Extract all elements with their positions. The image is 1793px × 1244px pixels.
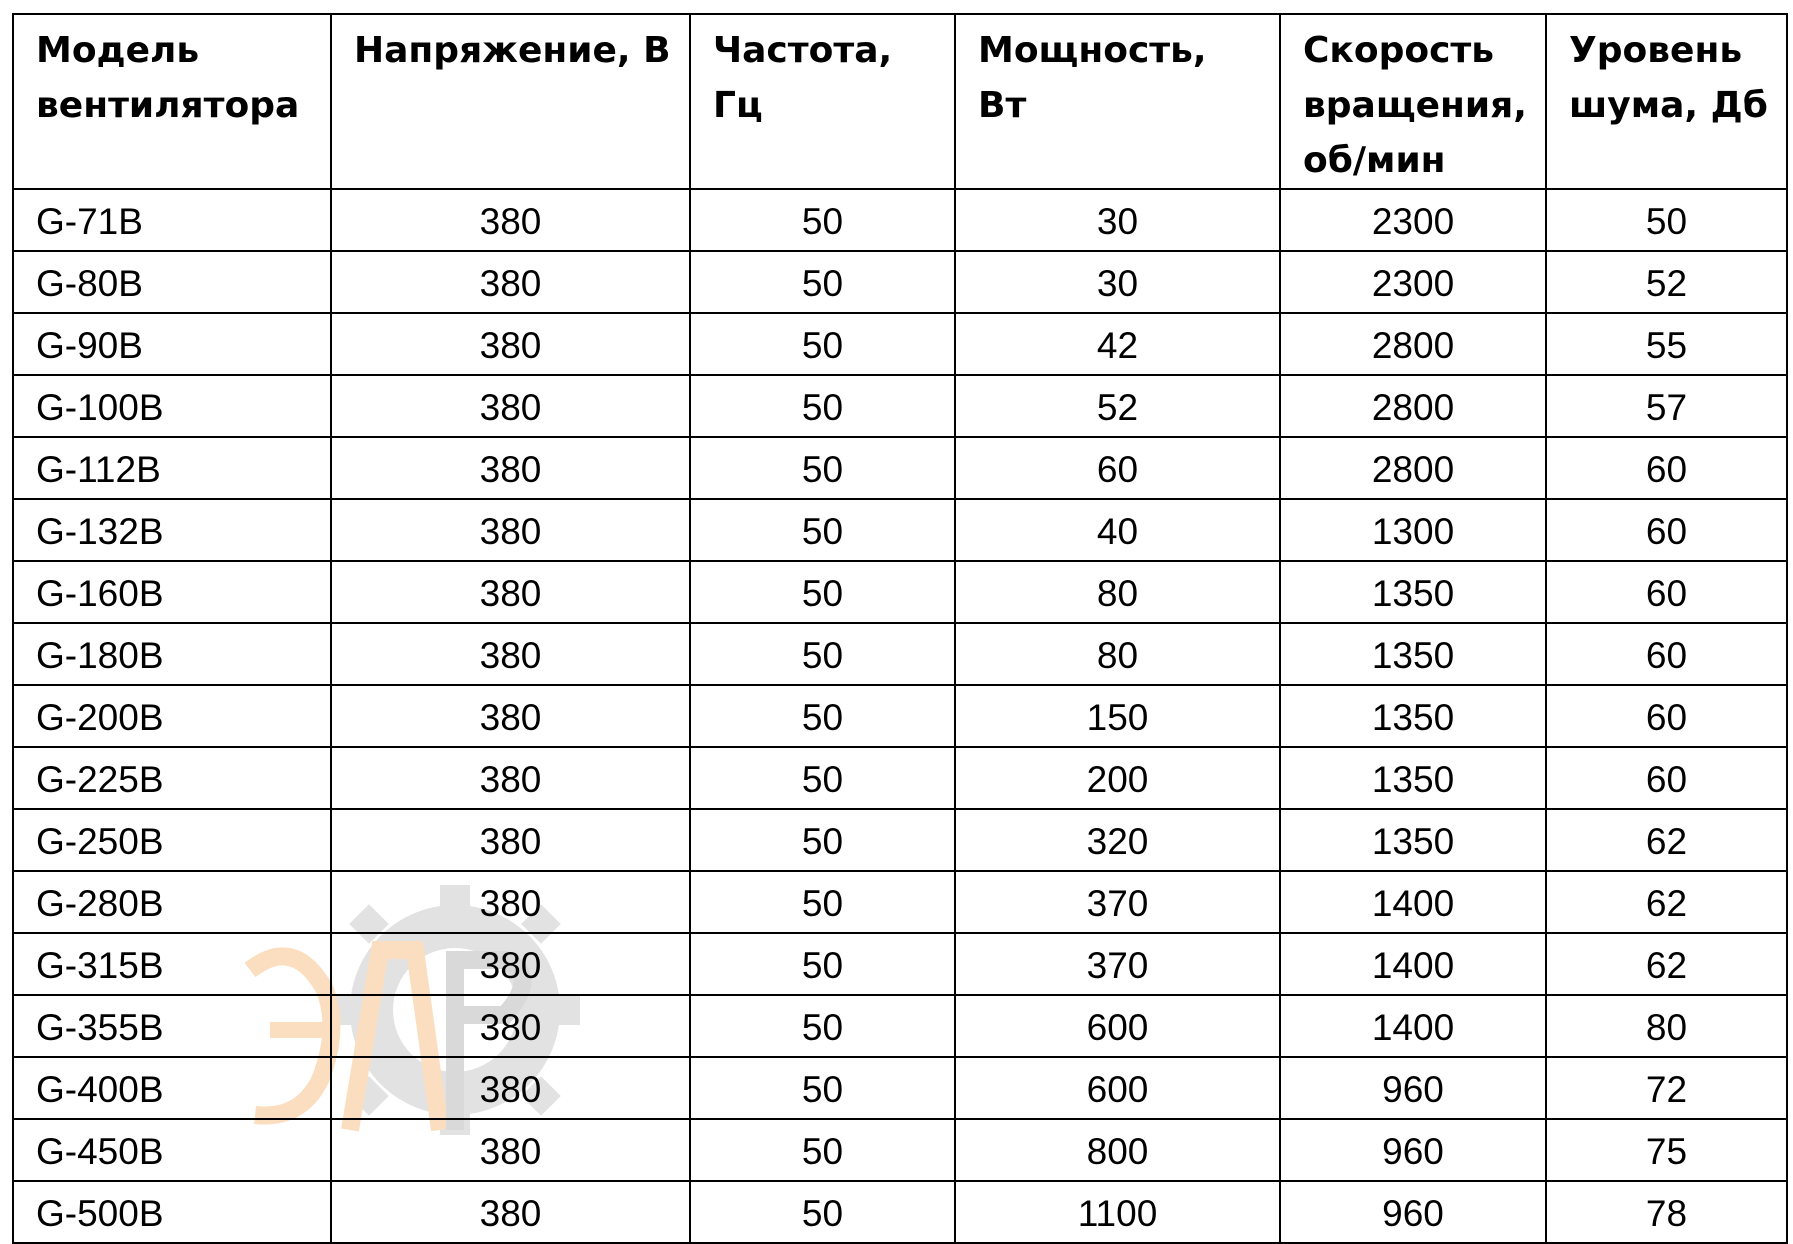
cell-power: 80 — [955, 561, 1280, 623]
cell-voltage: 380 — [331, 375, 690, 437]
cell-noise-level: 60 — [1546, 685, 1787, 747]
cell-noise-level: 60 — [1546, 499, 1787, 561]
cell-rotation-speed: 1350 — [1280, 623, 1546, 685]
cell-noise-level: 62 — [1546, 871, 1787, 933]
cell-rotation-speed: 1400 — [1280, 871, 1546, 933]
cell-voltage: 380 — [331, 251, 690, 313]
cell-voltage: 380 — [331, 685, 690, 747]
cell-rotation-speed: 960 — [1280, 1181, 1546, 1243]
table-row — [13, 995, 1787, 1057]
table-row — [13, 1119, 1787, 1181]
cell-model: G-80B — [13, 251, 331, 313]
cell-power: 30 — [955, 189, 1280, 251]
cell-model: G-200B — [13, 685, 331, 747]
header-noise-level: Уровень шума, Дб — [1546, 14, 1787, 189]
cell-voltage: 380 — [331, 747, 690, 809]
cell-noise-level: 57 — [1546, 375, 1787, 437]
cell-noise-level: 55 — [1546, 313, 1787, 375]
cell-frequency: 50 — [690, 561, 955, 623]
cell-power: 800 — [955, 1119, 1280, 1181]
cell-voltage: 380 — [331, 933, 690, 995]
cell-rotation-speed: 2300 — [1280, 251, 1546, 313]
cell-power: 600 — [955, 1057, 1280, 1119]
cell-voltage: 380 — [331, 809, 690, 871]
cell-frequency: 50 — [690, 685, 955, 747]
cell-noise-level: 60 — [1546, 437, 1787, 499]
header-frequency: Частота, Гц — [690, 14, 955, 189]
table-row — [13, 251, 1787, 313]
cell-model: G-160B — [13, 561, 331, 623]
cell-voltage: 380 — [331, 437, 690, 499]
cell-model: G-280B — [13, 871, 331, 933]
cell-rotation-speed: 1350 — [1280, 809, 1546, 871]
cell-noise-level: 78 — [1546, 1181, 1787, 1243]
cell-rotation-speed: 2800 — [1280, 437, 1546, 499]
cell-model: G-500B — [13, 1181, 331, 1243]
cell-frequency: 50 — [690, 1119, 955, 1181]
cell-power: 150 — [955, 685, 1280, 747]
cell-power: 320 — [955, 809, 1280, 871]
table-header — [13, 14, 1787, 189]
cell-model: G-225B — [13, 747, 331, 809]
cell-frequency: 50 — [690, 995, 955, 1057]
table-row — [13, 1181, 1787, 1243]
cell-noise-level: 62 — [1546, 809, 1787, 871]
header-model: Модель вентилятора — [13, 14, 331, 189]
cell-rotation-speed: 2300 — [1280, 189, 1546, 251]
table-row — [13, 437, 1787, 499]
cell-frequency: 50 — [690, 747, 955, 809]
cell-rotation-speed: 1400 — [1280, 995, 1546, 1057]
cell-model: G-355B — [13, 995, 331, 1057]
cell-voltage: 380 — [331, 1057, 690, 1119]
cell-noise-level: 80 — [1546, 995, 1787, 1057]
cell-model: G-132B — [13, 499, 331, 561]
cell-rotation-speed: 1400 — [1280, 933, 1546, 995]
cell-noise-level: 60 — [1546, 623, 1787, 685]
cell-voltage: 380 — [331, 561, 690, 623]
table-row — [13, 1057, 1787, 1119]
cell-model: G-71B — [13, 189, 331, 251]
cell-rotation-speed: 2800 — [1280, 313, 1546, 375]
cell-rotation-speed: 960 — [1280, 1057, 1546, 1119]
cell-power: 1100 — [955, 1181, 1280, 1243]
cell-model: G-400B — [13, 1057, 331, 1119]
cell-rotation-speed: 2800 — [1280, 375, 1546, 437]
cell-frequency: 50 — [690, 313, 955, 375]
table-row — [13, 561, 1787, 623]
fan-specs-table — [12, 13, 1788, 1244]
table-row — [13, 747, 1787, 809]
cell-power: 370 — [955, 933, 1280, 995]
cell-frequency: 50 — [690, 189, 955, 251]
cell-power: 42 — [955, 313, 1280, 375]
cell-model: G-180B — [13, 623, 331, 685]
cell-power: 200 — [955, 747, 1280, 809]
header-power: Мощность, Вт — [955, 14, 1280, 189]
cell-model: G-90B — [13, 313, 331, 375]
cell-frequency: 50 — [690, 251, 955, 313]
header-row — [13, 14, 1787, 189]
cell-noise-level: 52 — [1546, 251, 1787, 313]
cell-frequency: 50 — [690, 933, 955, 995]
cell-voltage: 380 — [331, 623, 690, 685]
cell-frequency: 50 — [690, 809, 955, 871]
cell-power: 60 — [955, 437, 1280, 499]
cell-power: 30 — [955, 251, 1280, 313]
cell-model: G-112B — [13, 437, 331, 499]
cell-noise-level: 50 — [1546, 189, 1787, 251]
table-row — [13, 189, 1787, 251]
cell-model: G-100B — [13, 375, 331, 437]
cell-noise-level: 75 — [1546, 1119, 1787, 1181]
cell-power: 52 — [955, 375, 1280, 437]
cell-voltage: 380 — [331, 1119, 690, 1181]
cell-frequency: 50 — [690, 499, 955, 561]
cell-noise-level: 72 — [1546, 1057, 1787, 1119]
table-body — [13, 189, 1787, 1243]
cell-voltage: 380 — [331, 995, 690, 1057]
cell-model: G-250B — [13, 809, 331, 871]
cell-frequency: 50 — [690, 1181, 955, 1243]
cell-noise-level: 60 — [1546, 561, 1787, 623]
cell-power: 600 — [955, 995, 1280, 1057]
cell-voltage: 380 — [331, 871, 690, 933]
cell-noise-level: 60 — [1546, 747, 1787, 809]
cell-rotation-speed: 960 — [1280, 1119, 1546, 1181]
cell-rotation-speed: 1350 — [1280, 685, 1546, 747]
header-rotation-speed: Скорость вращения, об/мин — [1280, 14, 1546, 189]
cell-voltage: 380 — [331, 189, 690, 251]
cell-frequency: 50 — [690, 871, 955, 933]
cell-rotation-speed: 1300 — [1280, 499, 1546, 561]
cell-noise-level: 62 — [1546, 933, 1787, 995]
table-row — [13, 809, 1787, 871]
header-voltage: Напряжение, В — [331, 14, 690, 189]
table-row — [13, 933, 1787, 995]
cell-frequency: 50 — [690, 375, 955, 437]
cell-power: 80 — [955, 623, 1280, 685]
cell-rotation-speed: 1350 — [1280, 561, 1546, 623]
cell-voltage: 380 — [331, 313, 690, 375]
table-row — [13, 313, 1787, 375]
cell-frequency: 50 — [690, 623, 955, 685]
table-row — [13, 685, 1787, 747]
table-row — [13, 871, 1787, 933]
table-row — [13, 499, 1787, 561]
cell-power: 40 — [955, 499, 1280, 561]
cell-power: 370 — [955, 871, 1280, 933]
cell-rotation-speed: 1350 — [1280, 747, 1546, 809]
table-row — [13, 375, 1787, 437]
table-row — [13, 623, 1787, 685]
cell-voltage: 380 — [331, 499, 690, 561]
cell-frequency: 50 — [690, 1057, 955, 1119]
cell-frequency: 50 — [690, 437, 955, 499]
cell-model: G-450B — [13, 1119, 331, 1181]
cell-model: G-315B — [13, 933, 331, 995]
cell-voltage: 380 — [331, 1181, 690, 1243]
